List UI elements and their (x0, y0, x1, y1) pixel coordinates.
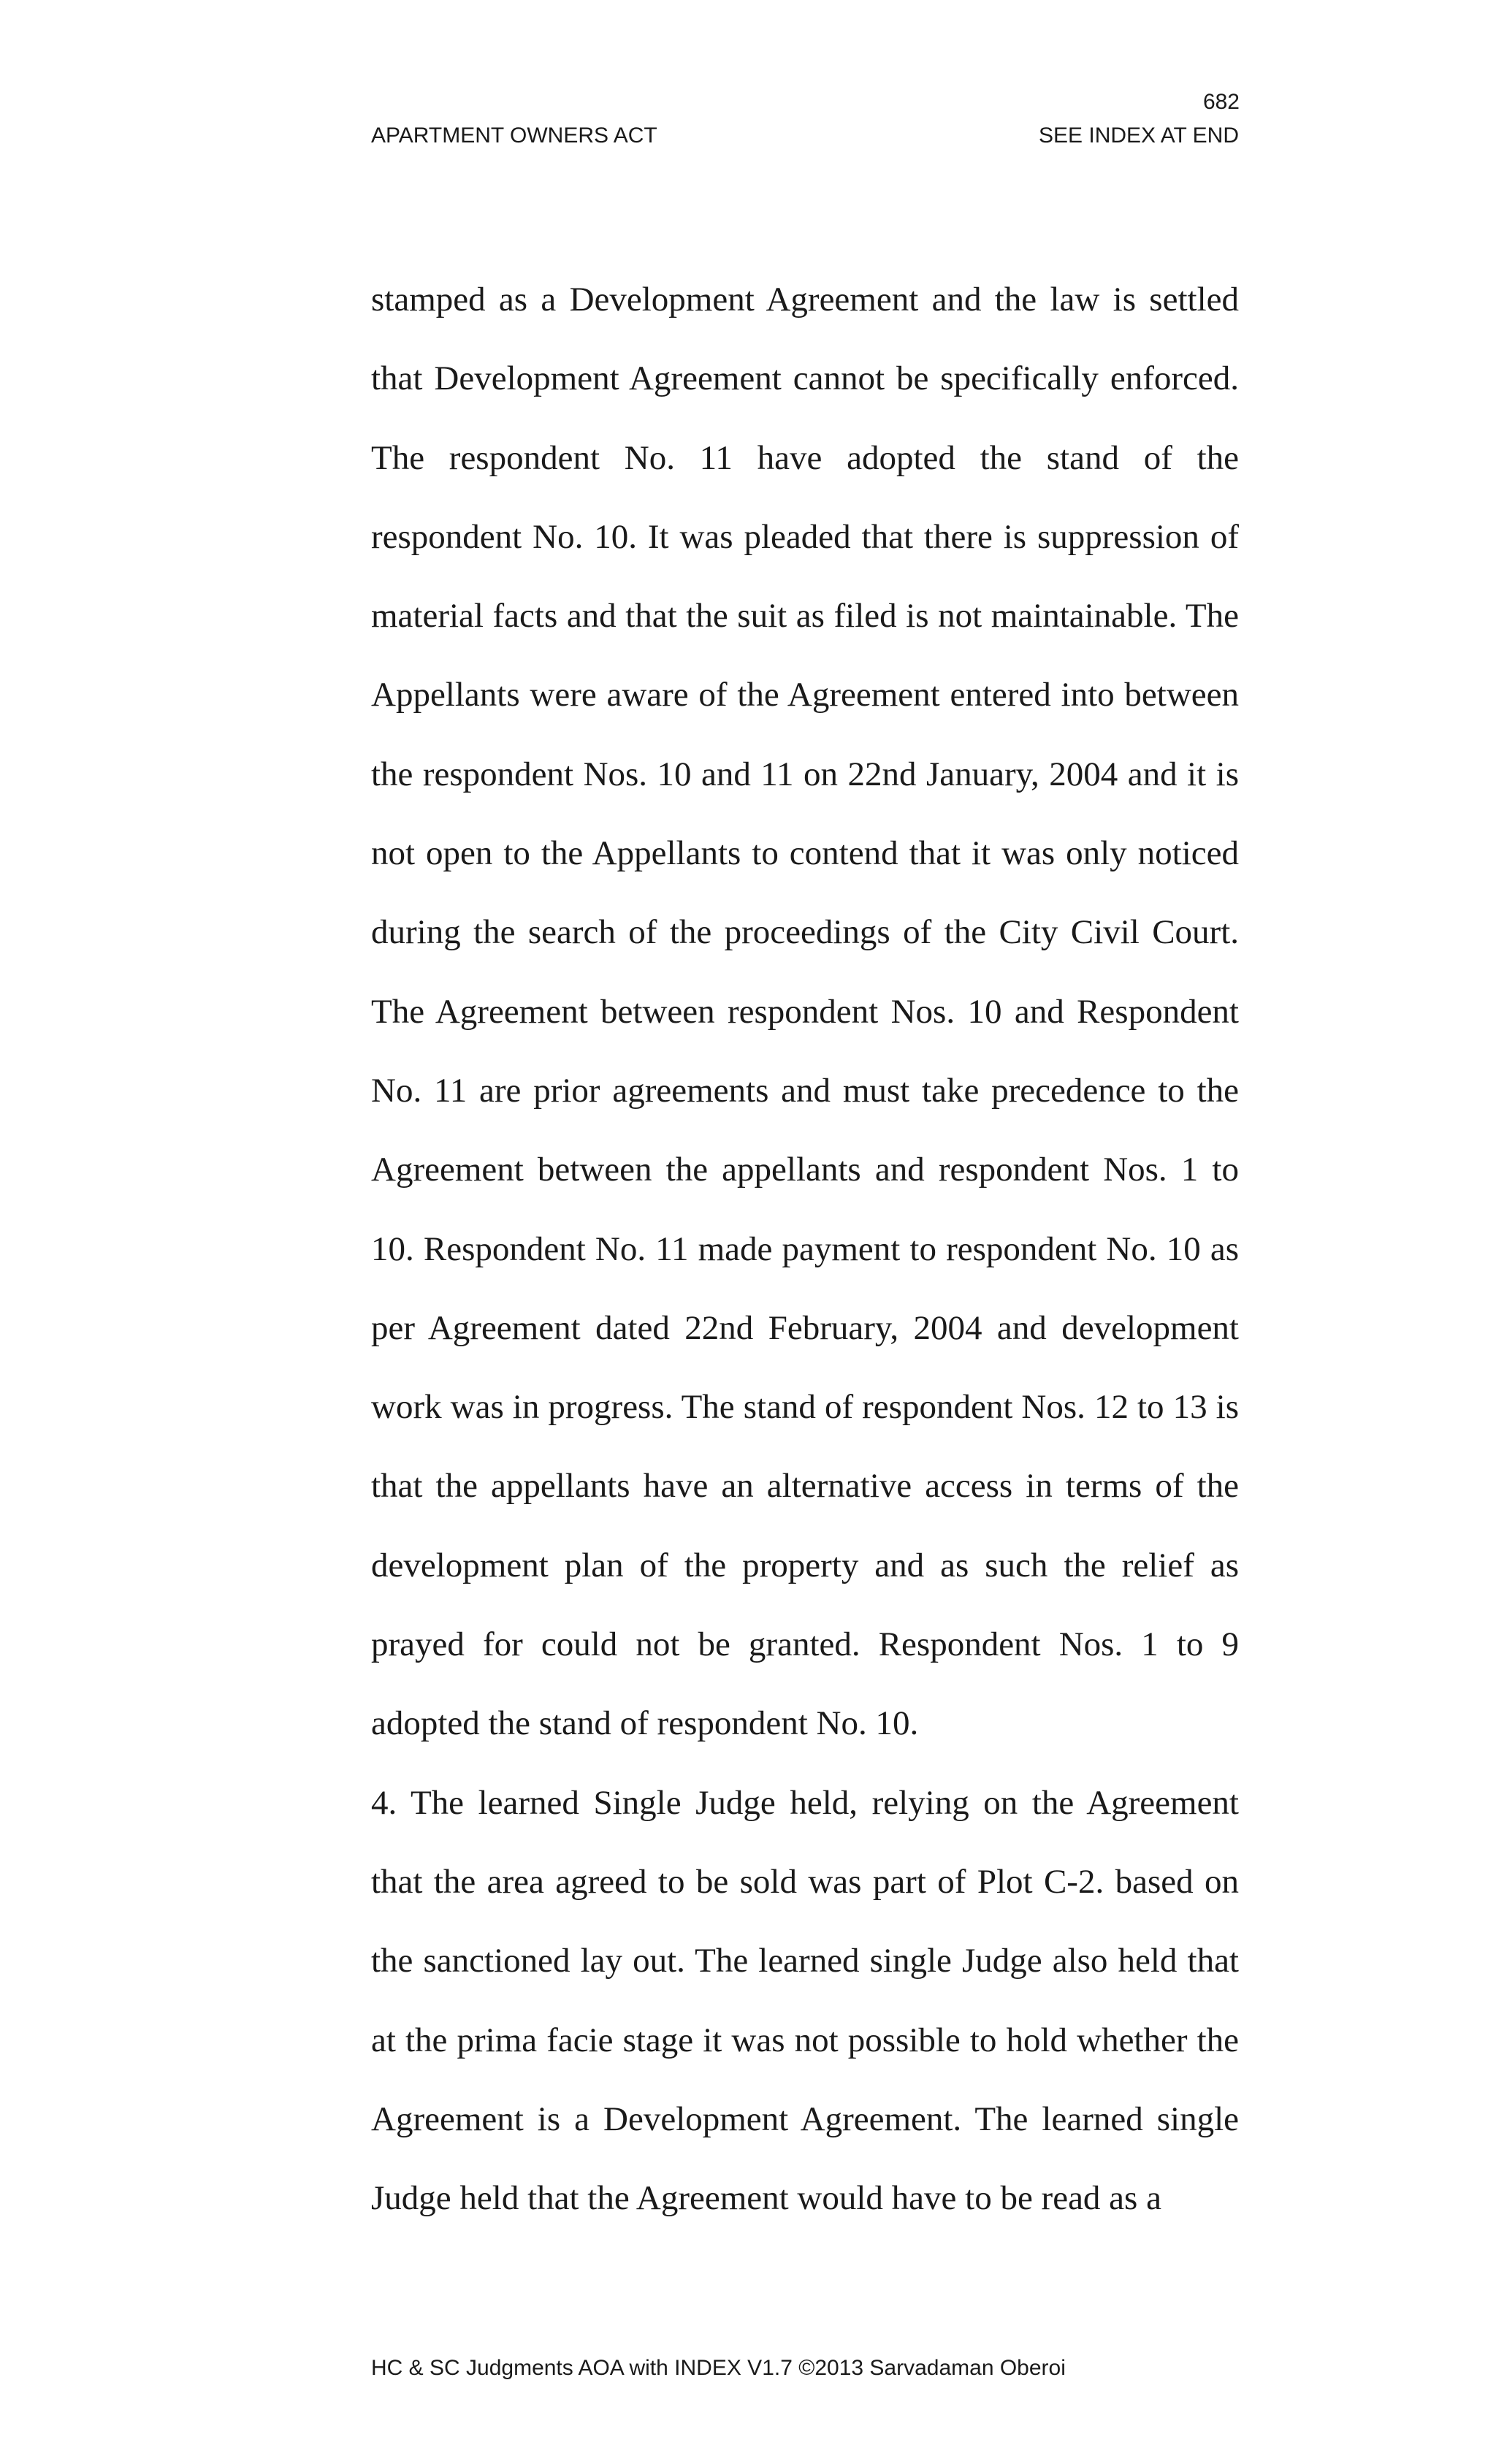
page-footer: HC & SC Judgments AOA with INDEX V1.7 ©2013 Sarvadaman Oberoi (371, 2356, 1066, 2380)
header-title: APARTMENT OWNERS ACT (371, 123, 657, 148)
paragraph-continued: stamped as a Development Agreement and the law is settled that Development Agreement cannot be specifically enforced. The respondent No. 11 have adopted the stand of the respondent No. 10. It was pleaded that there is suppression of material facts and that the suit as filed is not maintainable. The Appellants were aware of the Agreement entered into between the respondent Nos. 10 and 11 on 22nd January, 2004 and it is not open to the Appellants to contend that it was only noticed during the search of the proceedings of the City Civil Court. The Agreement between respondent Nos. 10 and Respondent No. 11 are prior agreements and must take precedence to the Agreement between the appellants and respondent Nos. 1 to 10. Respondent No. 11 made payment to respondent No. 10 as per Agreement dated 22nd February, 2004 and development work was in progress. The stand of respondent Nos. 12 to 13 is that the appellants have an alternative access in terms of the development plan of the property and as such the relief as prayed for could not be granted. Respondent Nos. 1 to 9 adopted the stand of respondent No. 10. (371, 281, 1239, 1743)
document-body (371, 260, 1239, 2238)
header-index-note: SEE INDEX AT END (1039, 123, 1239, 148)
page-number: 682 (1202, 90, 1240, 114)
running-header (371, 123, 1239, 149)
paragraph-4: 4. The learned Single Judge held, relying on the Agreement that the area agreed to be sold was part of Plot C-2. based on the sanctioned lay out. The learned single Judge also held that at the prima facie stage it was not possible to hold whether the Agreement is a Development Agreement. The learned single Judge held that the Agreement would have to be read as a (371, 1783, 1239, 2218)
